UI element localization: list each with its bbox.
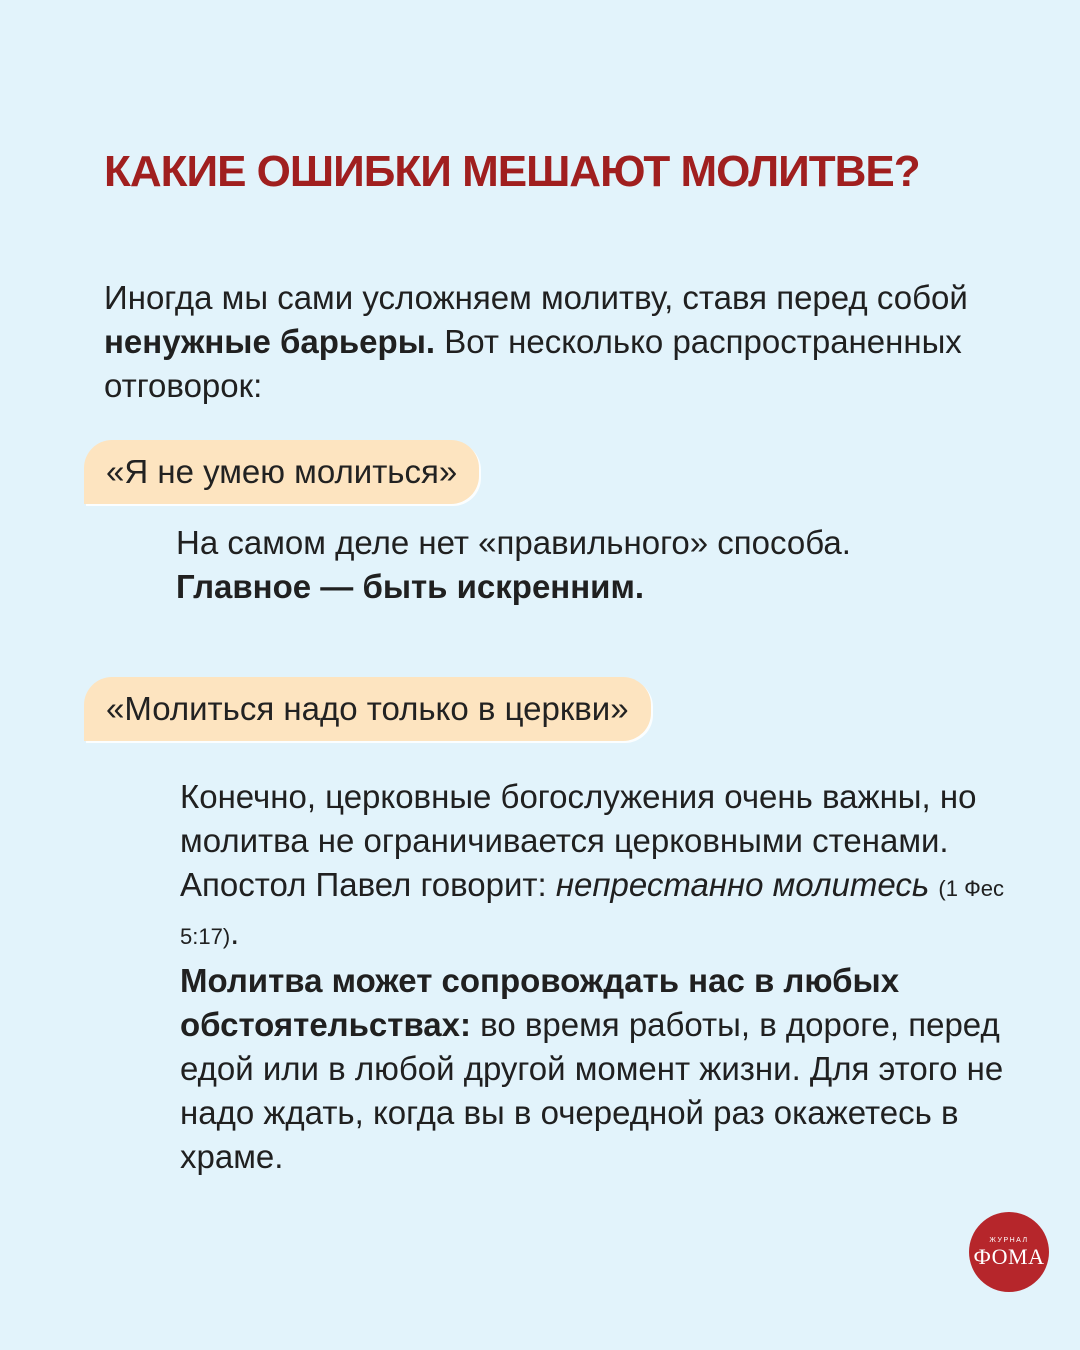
answer-2-dot: . [230, 914, 240, 951]
intro-bold: ненужные барьеры. [104, 323, 436, 360]
answer-1-bold: Главное — быть искренним. [176, 568, 645, 605]
answer-2-bold: Молитва может сопровождать нас в любых обстоятельствах: [180, 962, 900, 1043]
answer-2-text-end: во время работы, в дороге, перед едой или в любой другой момент жизни. Для этого не надо ждать, когда вы в очередной раз окажетесь в храме. [180, 1006, 1004, 1175]
intro-text-end: Вот несколько распространенных отговорок: [104, 323, 962, 404]
answer-paragraph-1 [176, 521, 1036, 609]
logo-big-text: ФОМА [973, 1243, 1045, 1269]
excuse-badge-2: «Молиться надо только в церкви» [84, 677, 651, 741]
intro-text-start: Иногда мы сами усложняем молитву, ставя перед собой [104, 279, 968, 316]
excuse-badge-1: «Я не умею молиться» [84, 440, 479, 504]
intro-paragraph [104, 276, 1024, 408]
foma-logo [969, 1212, 1049, 1292]
logo-small-text: ЖУРНАЛ [989, 1236, 1029, 1244]
answer-2-quote-italic: непрестанно молитесь [555, 866, 930, 903]
page-title: КАКИЕ ОШИБКИ МЕШАЮТ МОЛИТВЕ? [104, 147, 920, 196]
answer-1-text: На самом деле нет «правильного» способа. [176, 524, 851, 561]
answer-paragraph-2 [180, 775, 1050, 1179]
answer-2-text-start: Конечно, церковные богослужения очень важны, но молитва не ограничивается церковными стенами. Апостол Павел говорит: [180, 778, 977, 903]
bible-reference: (1 Фес 5:17) [180, 876, 1005, 949]
